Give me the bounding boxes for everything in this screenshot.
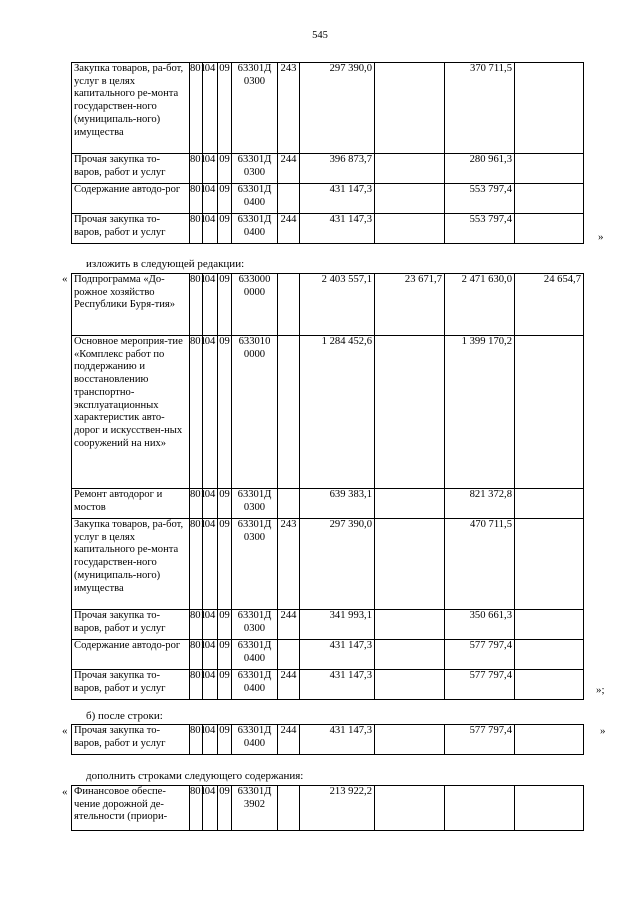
value-year-1-extra: [375, 610, 445, 640]
value-year-2-extra: [515, 489, 584, 519]
row-name: Основное мероприя-тие «Комплекс работ по поддержанию и восстановлению транспортно-эксплуатационных характеристик авто-дорог и искусствен-ных сооружений на них»: [72, 336, 190, 489]
code-section: 04: [203, 184, 218, 214]
value-year-2-extra: [515, 786, 584, 831]
row-name: Закупка товаров, ра-бот, услуг в целях капитального ре-монта государствен-ного (муниципаль-ного) имущества: [72, 519, 190, 610]
value-year-2: 280 961,3: [445, 154, 515, 184]
value-year-1: 431 147,3: [300, 184, 375, 214]
page-number: 545: [312, 30, 328, 41]
code-ministry: 801: [190, 154, 203, 184]
value-year-1-extra: [375, 519, 445, 610]
code-target: 63301Д 0300: [232, 154, 278, 184]
close-quote-2: »;: [596, 684, 605, 696]
value-year-2: 553 797,4: [445, 214, 515, 244]
open-quote-2: «: [62, 273, 68, 285]
code-subsection: 09: [218, 786, 232, 831]
code-target: 63301Д 0300: [232, 489, 278, 519]
code-section: 04: [203, 786, 218, 831]
budget-table-4: [71, 785, 584, 831]
row-name: Прочая закупка то-варов, работ и услуг: [72, 725, 190, 755]
row-name: Ремонт автодорог и мостов: [72, 489, 190, 519]
value-year-1: 213 922,2: [300, 786, 375, 831]
value-year-1-extra: [375, 154, 445, 184]
code-ministry: 801: [190, 214, 203, 244]
table-row: [72, 274, 584, 336]
value-year-2: 1 399 170,2: [445, 336, 515, 489]
value-year-1-extra: [375, 336, 445, 489]
code-subsection: 09: [218, 640, 232, 670]
code-target: 63301Д 0400: [232, 184, 278, 214]
code-expense-type: [278, 336, 300, 489]
value-year-1: 297 390,0: [300, 63, 375, 154]
value-year-2: 577 797,4: [445, 725, 515, 755]
code-target: 633000 0000: [232, 274, 278, 336]
table-row: [72, 725, 584, 755]
row-name: Прочая закупка то-варов, работ и услуг: [72, 214, 190, 244]
code-section: 04: [203, 610, 218, 640]
code-subsection: 09: [218, 336, 232, 489]
value-year-2: [445, 786, 515, 831]
open-quote-4: «: [62, 786, 68, 798]
value-year-1-extra: [375, 725, 445, 755]
code-section: 04: [203, 63, 218, 154]
code-expense-type: 243: [278, 63, 300, 154]
table-row: [72, 786, 584, 831]
table-row: [72, 154, 584, 184]
value-year-2: 553 797,4: [445, 184, 515, 214]
paragraph-after-row: б) после строки:: [86, 710, 163, 722]
value-year-1-extra: [375, 489, 445, 519]
value-year-2: 2 471 630,0: [445, 274, 515, 336]
value-year-1: 1 284 452,6: [300, 336, 375, 489]
value-year-2-extra: [515, 519, 584, 610]
value-year-1: 431 147,3: [300, 670, 375, 700]
value-year-2-extra: [515, 154, 584, 184]
budget-table-2: [71, 273, 584, 700]
value-year-2-extra: [515, 214, 584, 244]
code-target: 63301Д 0400: [232, 670, 278, 700]
budget-table-1: [71, 62, 584, 244]
code-ministry: 801: [190, 489, 203, 519]
code-expense-type: [278, 274, 300, 336]
budget-table-3: [71, 724, 584, 755]
value-year-1-extra: 23 671,7: [375, 274, 445, 336]
code-subsection: 09: [218, 154, 232, 184]
code-expense-type: [278, 489, 300, 519]
table-row: [72, 610, 584, 640]
row-name: Содержание автодо-рог: [72, 184, 190, 214]
value-year-1-extra: [375, 670, 445, 700]
code-expense-type: 244: [278, 214, 300, 244]
table-row: [72, 214, 584, 244]
table-row: [72, 63, 584, 154]
code-section: 04: [203, 214, 218, 244]
code-ministry: 801: [190, 336, 203, 489]
row-name: Финансовое обеспе-чение дорожной де-ятельности (приори-: [72, 786, 190, 831]
code-target: 633010 0000: [232, 336, 278, 489]
value-year-1-extra: [375, 214, 445, 244]
code-subsection: 09: [218, 610, 232, 640]
value-year-2: 370 711,5: [445, 63, 515, 154]
table-row: [72, 519, 584, 610]
row-name: Прочая закупка то-варов, работ и услуг: [72, 610, 190, 640]
value-year-1-extra: [375, 640, 445, 670]
code-expense-type: [278, 640, 300, 670]
code-subsection: 09: [218, 214, 232, 244]
code-expense-type: 243: [278, 519, 300, 610]
code-target: 63301Д 3902: [232, 786, 278, 831]
value-year-2-extra: [515, 184, 584, 214]
code-ministry: 801: [190, 786, 203, 831]
open-quote-3: «: [62, 725, 68, 737]
code-target: 63301Д 0400: [232, 640, 278, 670]
code-ministry: 801: [190, 63, 203, 154]
code-section: 04: [203, 274, 218, 336]
row-name: Подпрограмма «До-рожное хозяйство Республики Буря-тия»: [72, 274, 190, 336]
value-year-2: 821 372,8: [445, 489, 515, 519]
code-section: 04: [203, 336, 218, 489]
table-row: [72, 489, 584, 519]
code-subsection: 09: [218, 184, 232, 214]
row-name: Содержание автодо-рог: [72, 640, 190, 670]
value-year-1-extra: [375, 786, 445, 831]
code-expense-type: 244: [278, 725, 300, 755]
code-subsection: 09: [218, 670, 232, 700]
value-year-2: 350 661,3: [445, 610, 515, 640]
code-expense-type: 244: [278, 610, 300, 640]
code-ministry: 801: [190, 640, 203, 670]
code-section: 04: [203, 489, 218, 519]
value-year-1: 639 383,1: [300, 489, 375, 519]
code-ministry: 801: [190, 184, 203, 214]
code-ministry: 801: [190, 274, 203, 336]
code-section: 04: [203, 725, 218, 755]
table-row: [72, 640, 584, 670]
value-year-1: 431 147,3: [300, 214, 375, 244]
code-section: 04: [203, 519, 218, 610]
close-quote-1: »: [598, 231, 604, 243]
paragraph-add-rows: дополнить строками следующего содержания:: [86, 770, 304, 782]
value-year-1: 341 993,1: [300, 610, 375, 640]
value-year-2: 577 797,4: [445, 640, 515, 670]
close-quote-3: »: [600, 725, 606, 737]
value-year-2-extra: [515, 670, 584, 700]
code-subsection: 09: [218, 489, 232, 519]
code-section: 04: [203, 670, 218, 700]
code-expense-type: [278, 786, 300, 831]
value-year-2-extra: 24 654,7: [515, 274, 584, 336]
code-target: 63301Д 0300: [232, 63, 278, 154]
code-target: 63301Д 0400: [232, 214, 278, 244]
value-year-2: 470 711,5: [445, 519, 515, 610]
code-expense-type: 244: [278, 670, 300, 700]
code-expense-type: [278, 184, 300, 214]
row-name: Прочая закупка то-варов, работ и услуг: [72, 154, 190, 184]
value-year-1: 2 403 557,1: [300, 274, 375, 336]
table-row: [72, 336, 584, 489]
value-year-2-extra: [515, 63, 584, 154]
value-year-2-extra: [515, 725, 584, 755]
code-ministry: 801: [190, 610, 203, 640]
code-ministry: 801: [190, 670, 203, 700]
code-section: 04: [203, 640, 218, 670]
value-year-2: 577 797,4: [445, 670, 515, 700]
code-expense-type: 244: [278, 154, 300, 184]
row-name: Прочая закупка то-варов, работ и услуг: [72, 670, 190, 700]
code-subsection: 09: [218, 725, 232, 755]
row-name: Закупка товаров, ра-бот, услуг в целях капитального ре-монта государствен-ного (муниципаль-ного) имущества: [72, 63, 190, 154]
code-ministry: 801: [190, 519, 203, 610]
value-year-1-extra: [375, 184, 445, 214]
table-row: [72, 184, 584, 214]
value-year-2-extra: [515, 610, 584, 640]
code-section: 04: [203, 154, 218, 184]
value-year-2-extra: [515, 336, 584, 489]
code-target: 63301Д 0300: [232, 610, 278, 640]
code-target: 63301Д 0300: [232, 519, 278, 610]
table-row: [72, 670, 584, 700]
paragraph-edit-instruction: изложить в следующей редакции:: [86, 258, 245, 270]
code-target: 63301Д 0400: [232, 725, 278, 755]
value-year-1: 297 390,0: [300, 519, 375, 610]
value-year-1: 396 873,7: [300, 154, 375, 184]
code-subsection: 09: [218, 63, 232, 154]
code-subsection: 09: [218, 519, 232, 610]
value-year-1-extra: [375, 63, 445, 154]
code-subsection: 09: [218, 274, 232, 336]
value-year-1: 431 147,3: [300, 725, 375, 755]
value-year-1: 431 147,3: [300, 640, 375, 670]
value-year-2-extra: [515, 640, 584, 670]
code-ministry: 801: [190, 725, 203, 755]
